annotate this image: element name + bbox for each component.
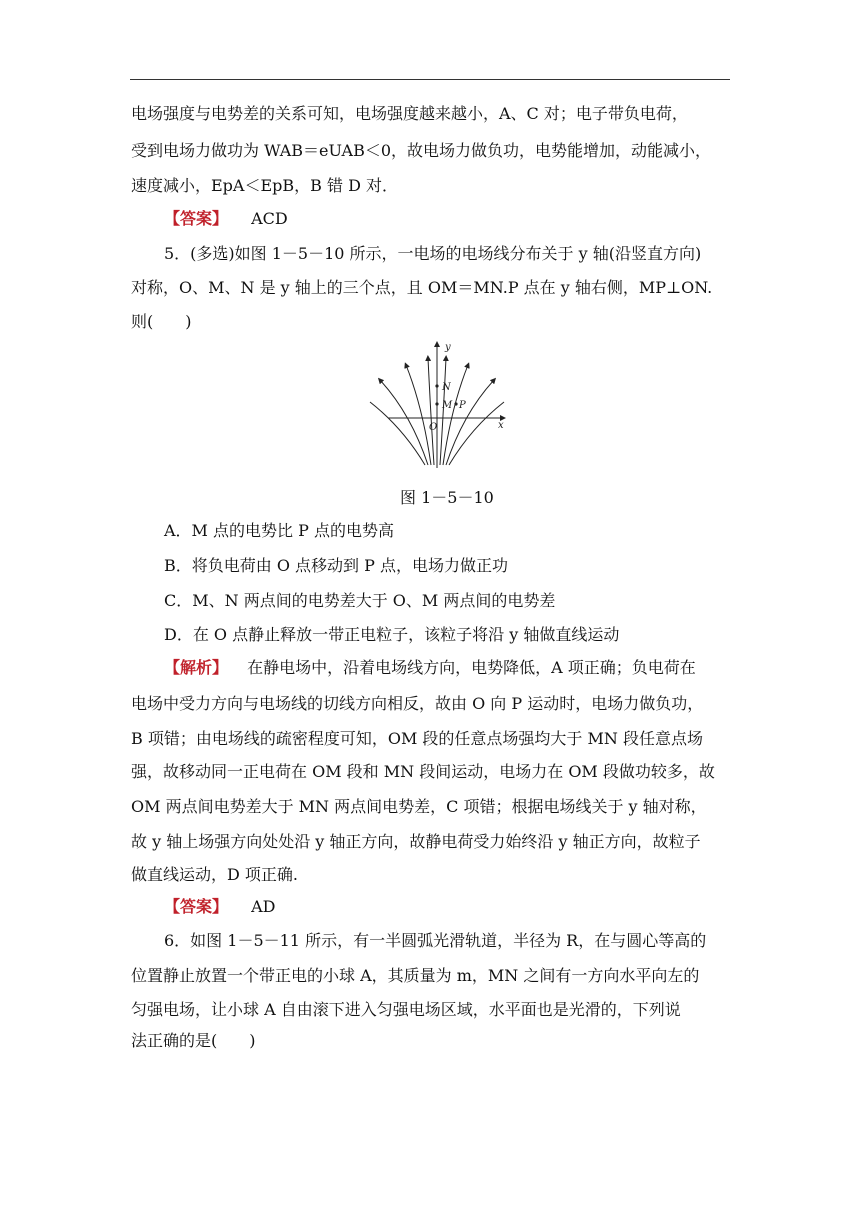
y-axis-label: y xyxy=(445,342,451,353)
question-stem-line: 法正确的是( ) xyxy=(131,1031,256,1050)
question-stem-line: 位置静止放置一个带正电的小球 A，其质量为 m，MN 之间有一方向水平向左的 xyxy=(131,966,700,985)
question-stem-line: 对称，O、M、N 是 y 轴上的三个点，且 OM＝MN.P 点在 y 轴右侧，MP⊥ON. xyxy=(131,278,713,297)
question-stem-line: 则( ) xyxy=(131,312,192,331)
option-a: A．M 点的电势比 P 点的电势高 xyxy=(164,521,394,540)
answer-tag: 【答案】 xyxy=(164,209,229,228)
analysis-line: B 项错；由电场线的疏密程度可知，OM 段的任意点场强均大于 MN 段任意点场 xyxy=(131,729,703,748)
text-line: 速度减小，EpA＜EpB，B 错 D 对． xyxy=(131,176,399,195)
question-stem-line: 5．(多选)如图 1－5－10 所示，一电场的电场线分布关于 y 轴(沿竖直方向) xyxy=(164,244,702,263)
question-stem-line: 匀强电场，让小球 A 自由滚下进入匀强电场区域，水平面也是光滑的，下列说 xyxy=(131,1000,681,1019)
analysis-line: 【解析】 在静电场中，沿着电场线方向，电势降低，A 项正确；负电荷在 xyxy=(164,658,696,677)
header-rule xyxy=(130,79,730,80)
point-label-o: O xyxy=(429,422,438,433)
analysis-tag: 【解析】 xyxy=(164,658,229,677)
analysis-line: 强，故移动同一正电荷在 OM 段和 MN 段间运动，电场力在 OM 段做功较多，故 xyxy=(131,762,715,781)
answer-value: AD xyxy=(251,897,276,916)
analysis-line: 故 y 轴上场强方向处处沿 y 轴正方向，故静电荷受力始终沿 y 轴正方向，故粒子 xyxy=(131,832,701,851)
text-line: 电场强度与电势差的关系可知，电场强度越来越小，A、C 对；电子带负电荷， xyxy=(131,104,688,123)
answer-value: ACD xyxy=(251,209,288,228)
answer-tag: 【答案】 xyxy=(164,897,229,916)
answer-line xyxy=(164,897,276,917)
analysis-line: 电场中受力方向与电场线的切线方向相反，故由 O 向 P 运动时，电场力做负功， xyxy=(131,694,704,713)
answer-line xyxy=(164,209,288,229)
option-c: C．M、N 两点间的电势差大于 O、M 两点间的电势差 xyxy=(164,591,556,610)
question-stem-line: 6．如图 1－5－11 所示，有一半圆弧光滑轨道，半径为 R，在与圆心等高的 xyxy=(164,931,707,950)
x-axis-label: x xyxy=(498,420,504,431)
figure-caption: 图 1－5－10 xyxy=(400,488,494,507)
option-d: D．在 O 点静止释放一带正电粒子，该粒子将沿 y 轴做直线运动 xyxy=(164,625,620,644)
analysis-line: 做直线运动，D 项正确. xyxy=(131,865,299,884)
point-label-n: N xyxy=(442,382,451,393)
electric-field-figure xyxy=(358,340,518,470)
option-b: B．将负电荷由 O 点移动到 P 点，电场力做正功 xyxy=(164,556,508,575)
point-label-p: P xyxy=(459,400,466,411)
text-line: 受到电场力做功为 WAB＝eUAB＜0，故电场力做负功，电势能增加，动能减小， xyxy=(131,141,712,160)
analysis-line: OM 两点间电势差大于 MN 两点间电势差，C 项错；根据电场线关于 y 轴对称， xyxy=(131,797,707,816)
point-label-m: M xyxy=(442,400,453,411)
